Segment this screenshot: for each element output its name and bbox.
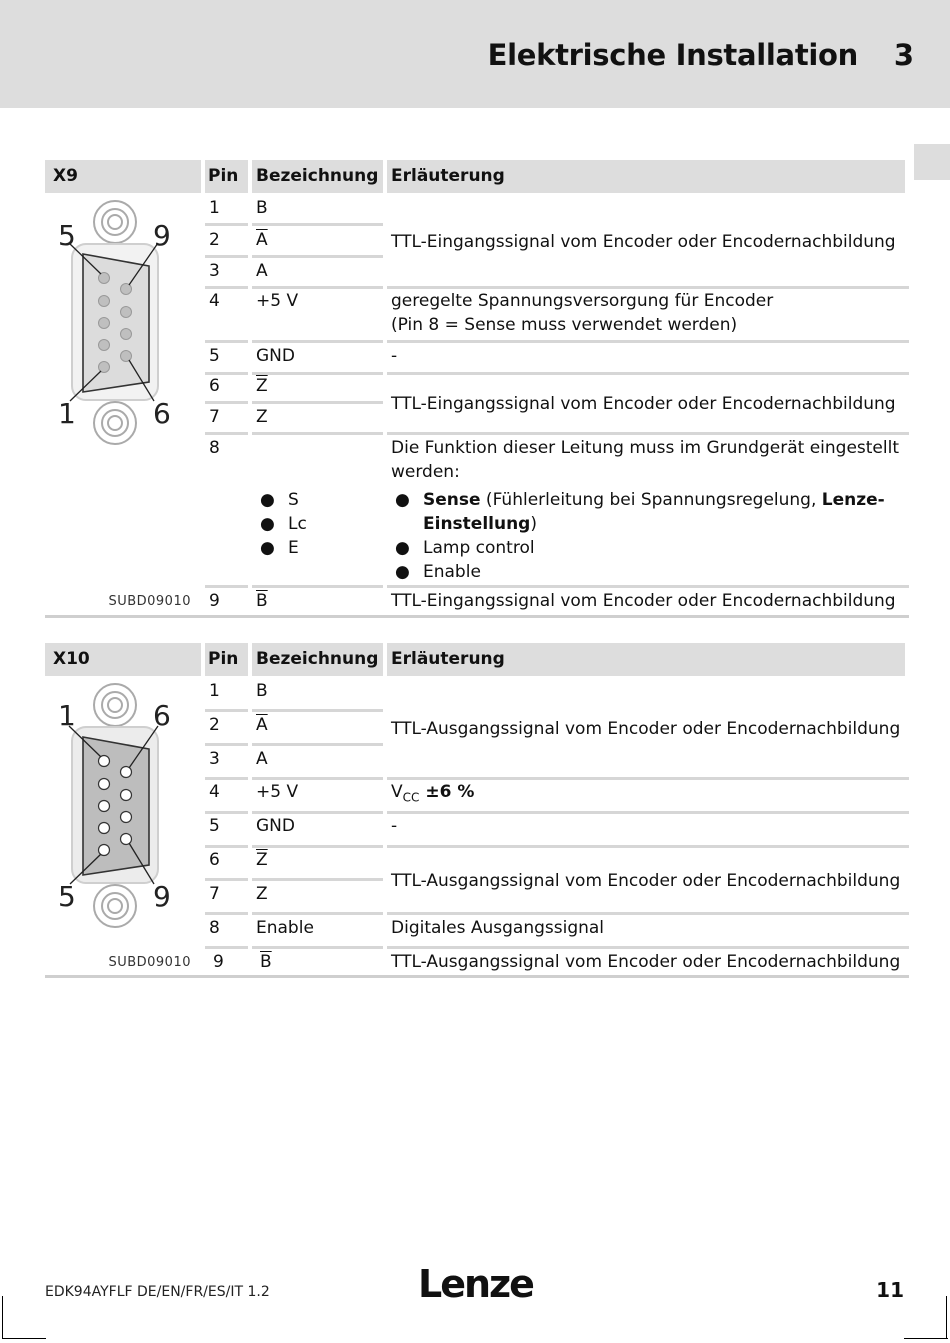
x9-bez-8-bullet-s: ● S (260, 490, 299, 510)
x10-erl-pins-1-3: TTL-Ausgangssignal vom Encoder oder Encodernachbildung (387, 679, 909, 780)
document-code: EDK94AYFLF DE/EN/FR/ES/IT 1.2 (45, 1284, 270, 1300)
x9-erl-pin-8-intro: Die Funktion dieser Leitung muss im Grundgerät eingestellt werden: (391, 438, 899, 482)
x9-pin-6: 6 (205, 374, 248, 404)
x10-label-bottom-right: 9 (153, 880, 171, 913)
x9-connector-diagram (45, 196, 195, 456)
x10-header-bezeichnung: Bezeichnung (252, 643, 383, 676)
x9-bez-8-bullet-e: ● E (260, 538, 299, 558)
x9-pin-4: 4 (205, 289, 248, 343)
x9-pin-8: 8 (205, 436, 248, 588)
x10-pin-5: 5 (205, 814, 248, 848)
x9-header-connector: X9 (45, 160, 201, 193)
chapter-number: 3 (893, 38, 914, 72)
x10-pin-7: 7 (205, 882, 248, 915)
x10-erl-pin-8: Digitales Ausgangssignal (387, 916, 909, 949)
x10-pin-4: 4 (205, 780, 248, 814)
x9-erl-pin-9: TTL-Eingangssignal vom Encoder oder Encodernachbildung (391, 591, 896, 611)
x10-pin-3: 3 (205, 747, 248, 780)
x9-header-pin: Pin (205, 160, 248, 193)
x10-table-bottom-rule (45, 975, 909, 978)
crop-mark-left-horizontal (2, 1338, 46, 1339)
x9-pin-7: 7 (205, 405, 248, 435)
x9-pin-5: 5 (205, 344, 248, 375)
x9-erl-pins-1-3: TTL-Eingangssignal vom Encoder oder Encodernachbildung (387, 196, 909, 289)
x9-label-top-left: 5 (58, 219, 76, 252)
x9-erl-pin-4 (387, 289, 909, 343)
x10-header-erlaeuterung: Erläuterung (387, 643, 905, 676)
x10-label-top-left: 1 (58, 699, 76, 732)
x9-header-bezeichnung: Bezeichnung (252, 160, 383, 193)
x10-label-bottom-left: 5 (58, 880, 76, 913)
x9-erl-pins-6-7: TTL-Eingangssignal vom Encoder oder Encodernachbildung (387, 374, 909, 435)
x9-header-erlaeuterung: Erläuterung (387, 160, 905, 193)
x10-bez-7: Z (252, 882, 383, 915)
x9-pin-3: 3 (205, 259, 248, 289)
x10-pin-6: 6 (205, 848, 248, 881)
x10-bez-1: B (252, 679, 383, 712)
x9-bez-8-bullet-lc: ● Lc (260, 514, 307, 534)
x10-bez-2: $\overline{A}$ (252, 713, 383, 746)
x9-erl-pin-4-line1: geregelte Spannungsversorgung für Encoder (391, 291, 774, 311)
x9-bez-2: $\overline{A}$ (252, 228, 383, 258)
x9-section (45, 160, 909, 620)
x10-bez-8: Enable (252, 916, 383, 949)
crop-mark-right-horizontal (904, 1338, 948, 1339)
x10-bez-5: GND (252, 814, 383, 848)
crop-mark-right-vertical (946, 1296, 947, 1338)
x10-erl-pin-9: TTL-Ausgangssignal vom Encoder oder Encodernachbildung (391, 952, 901, 972)
page-title: Elektrische Installation (487, 38, 858, 72)
x9-erl-pin-8-lamp: ● Lamp control (395, 538, 535, 558)
x9-table-bottom-rule (45, 615, 909, 618)
side-tab-marker (914, 144, 950, 180)
x10-label-top-right: 6 (153, 699, 171, 732)
x10-erl-pin-5: - (387, 814, 909, 848)
x10-pin-8: 8 (205, 916, 248, 949)
x10-erl-pins-6-7: TTL-Ausgangssignal vom Encoder oder Encodernachbildung (387, 848, 909, 915)
x9-label-bottom-right: 6 (153, 397, 171, 430)
x10-header-connector: X10 (45, 643, 201, 676)
x9-bez-7: Z (252, 405, 383, 435)
x9-erl-pin-4-line2: (Pin 8 = Sense muss verwendet werden) (391, 315, 738, 335)
x9-erl-pin-8 (387, 436, 909, 588)
x9-label-top-right: 9 (153, 219, 171, 252)
x9-bez-3: A (252, 259, 383, 289)
x10-bez-3: A (252, 747, 383, 780)
x9-erl-pin-8-enable: ● Enable (395, 562, 481, 582)
x10-pin-9: 9 (213, 952, 224, 972)
x9-bez-9: $\overline{B}$ (256, 591, 268, 611)
x10-bez-6: $\overline{Z}$ (252, 848, 383, 881)
crop-mark-left-vertical (2, 1296, 3, 1338)
x9-bez-8 (252, 436, 383, 588)
x10-section (45, 643, 909, 979)
x9-bez-5: GND (252, 344, 383, 375)
x9-pin-9: 9 (209, 591, 220, 611)
x9-label-bottom-left: 1 (58, 397, 76, 430)
x10-connector-diagram (45, 679, 195, 929)
x9-caption: SUBD09010 (108, 594, 191, 609)
x9-erl-pin-8-sense: ● Sense (Fühlerleitung bei Spannungsregelung, Lenze-Einstellung) (395, 490, 885, 534)
lenze-logo: Lenze (418, 1262, 533, 1306)
x10-bez-4: +5 V (252, 780, 383, 814)
x9-bez-4: +5 V (252, 289, 383, 343)
x10-bez-9: $\overline{B}$ (260, 952, 272, 972)
x9-bez-1: B (252, 196, 383, 226)
page-number: 11 (876, 1278, 904, 1302)
x10-caption: SUBD09010 (108, 955, 191, 970)
x10-erl-pin-4: $V_{CC} \pm 6$ % (387, 780, 909, 814)
x10-pin-2: 2 (205, 713, 248, 746)
x10-pin-1: 1 (205, 679, 248, 712)
x9-erl-pin-5: - (387, 344, 909, 375)
x9-bez-6: $\overline{Z}$ (252, 374, 383, 404)
x9-pin-2: 2 (205, 228, 248, 258)
x9-pin-1: 1 (205, 196, 248, 226)
x10-header-pin: Pin (205, 643, 248, 676)
